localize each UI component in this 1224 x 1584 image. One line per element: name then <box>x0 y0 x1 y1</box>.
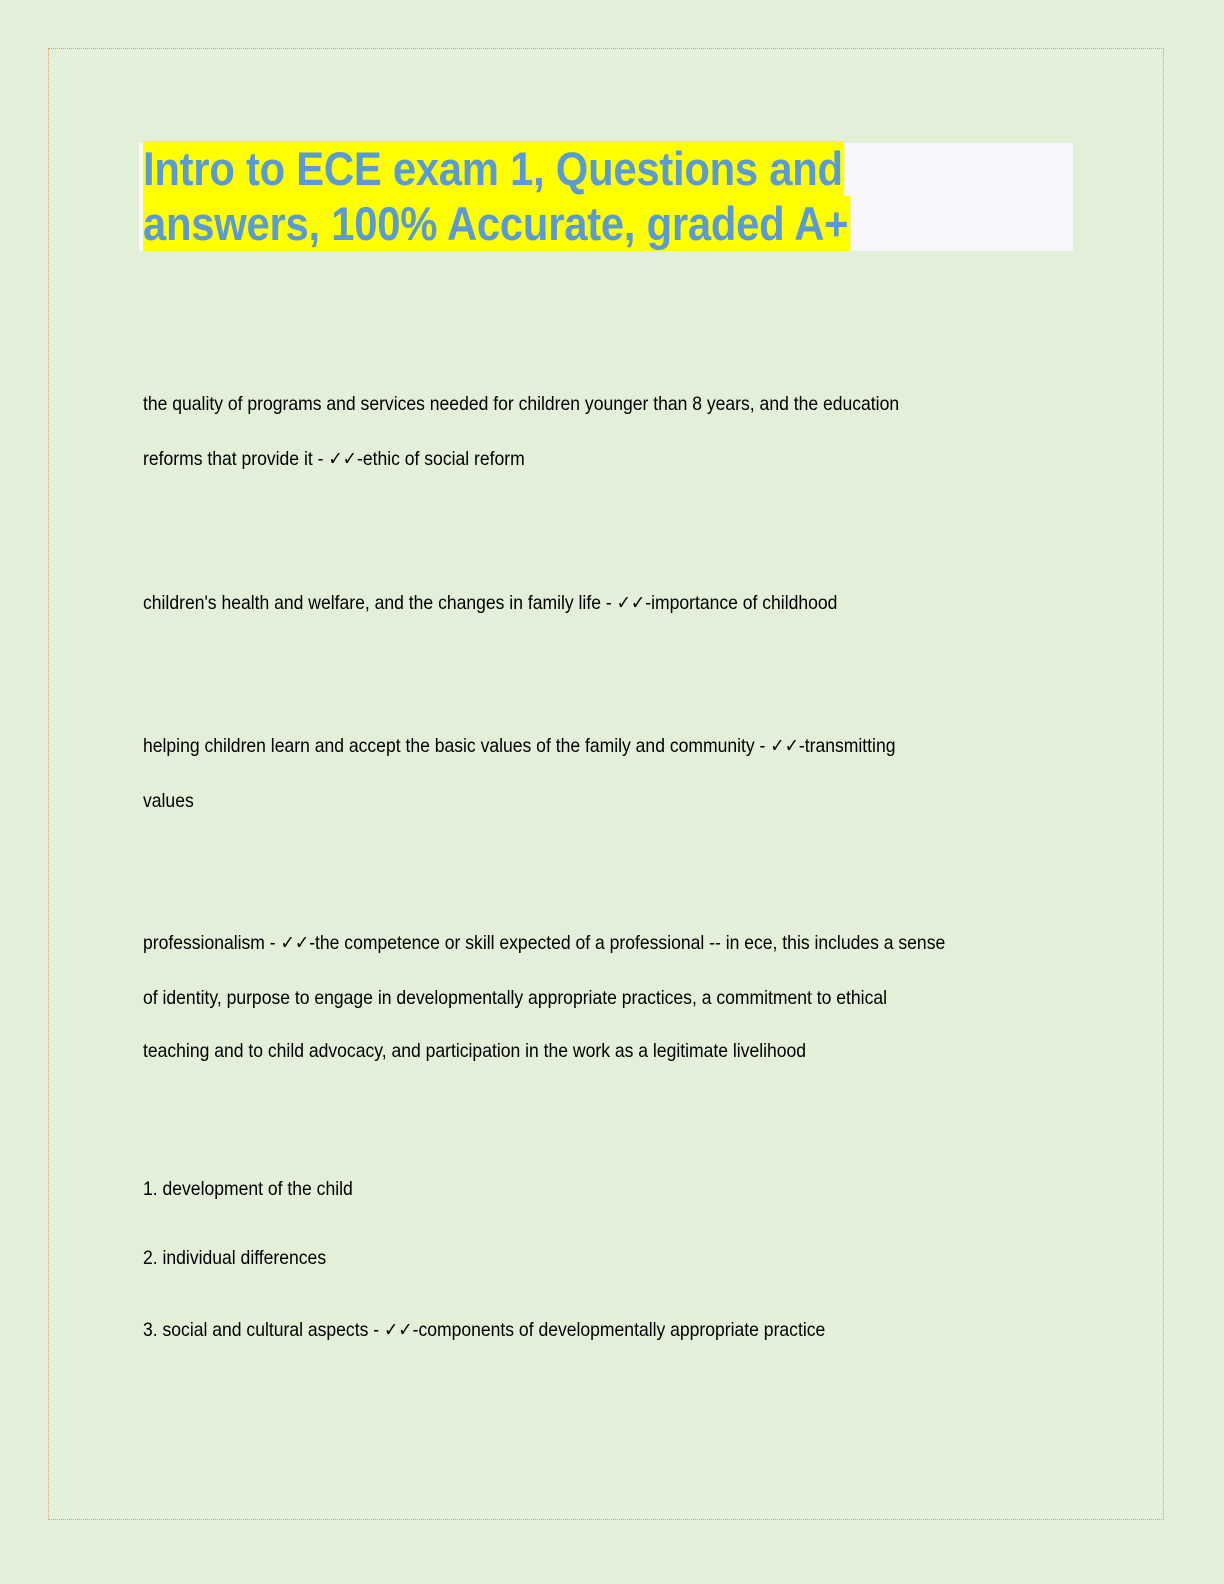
double-check-icon: ✓✓ <box>280 932 310 954</box>
answer-text: values <box>143 790 194 812</box>
answer-text: -components of developmentally appropriate practice <box>412 1319 826 1341</box>
answer-text: -transmitting <box>798 735 896 757</box>
answer-text: -ethic of social reform <box>356 448 525 470</box>
answer-text: of identity, purpose to engage in developmentally appropriate practices, a commitment to ethical <box>143 987 888 1009</box>
entry-1-line-2 <box>143 447 525 471</box>
double-check-icon: ✓✓ <box>770 735 799 757</box>
list-item-text: 2. individual differences <box>143 1247 327 1269</box>
entry-4-line-1 <box>143 931 945 955</box>
question-text: 3. social and cultural aspects - <box>143 1319 384 1341</box>
list-item-text: 1. development of the child <box>143 1178 353 1200</box>
title-line-1: Intro to ECE exam 1, Questions and <box>143 142 843 195</box>
entry-2-line-1 <box>143 591 837 615</box>
title-line-2: answers, 100% Accurate, graded A+ <box>143 197 849 250</box>
answer-text: -the competence or skill expected of a professional -- in ece, this includes a sense <box>309 932 946 954</box>
entry-5-line-2 <box>143 1246 326 1270</box>
entry-4-line-2 <box>143 986 887 1010</box>
question-text: children's health and welfare, and the changes in family life - <box>143 592 617 614</box>
entry-3-line-2 <box>143 789 194 813</box>
double-check-icon: ✓✓ <box>383 1319 413 1341</box>
answer-text: teaching and to child advocacy, and participation in the work as a legitimate livelihood <box>143 1040 807 1062</box>
entry-1-line-1 <box>143 392 899 416</box>
double-check-icon: ✓✓ <box>616 592 646 614</box>
entry-5-line-3 <box>143 1318 825 1342</box>
entry-3-line-1 <box>143 734 895 758</box>
entry-4-line-3 <box>143 1039 806 1063</box>
question-text: professionalism - <box>143 932 281 954</box>
question-text: reforms that provide it - <box>143 448 329 470</box>
question-text: helping children learn and accept the basic values of the family and community - <box>143 735 771 757</box>
double-check-icon: ✓✓ <box>328 448 357 470</box>
document-title <box>143 141 938 251</box>
page-border <box>48 48 1164 1520</box>
answer-text: -importance of childhood <box>645 592 838 614</box>
entry-5-line-1 <box>143 1177 353 1201</box>
entry-text: the quality of programs and services needed for children younger than 8 years, and the education <box>143 393 900 415</box>
